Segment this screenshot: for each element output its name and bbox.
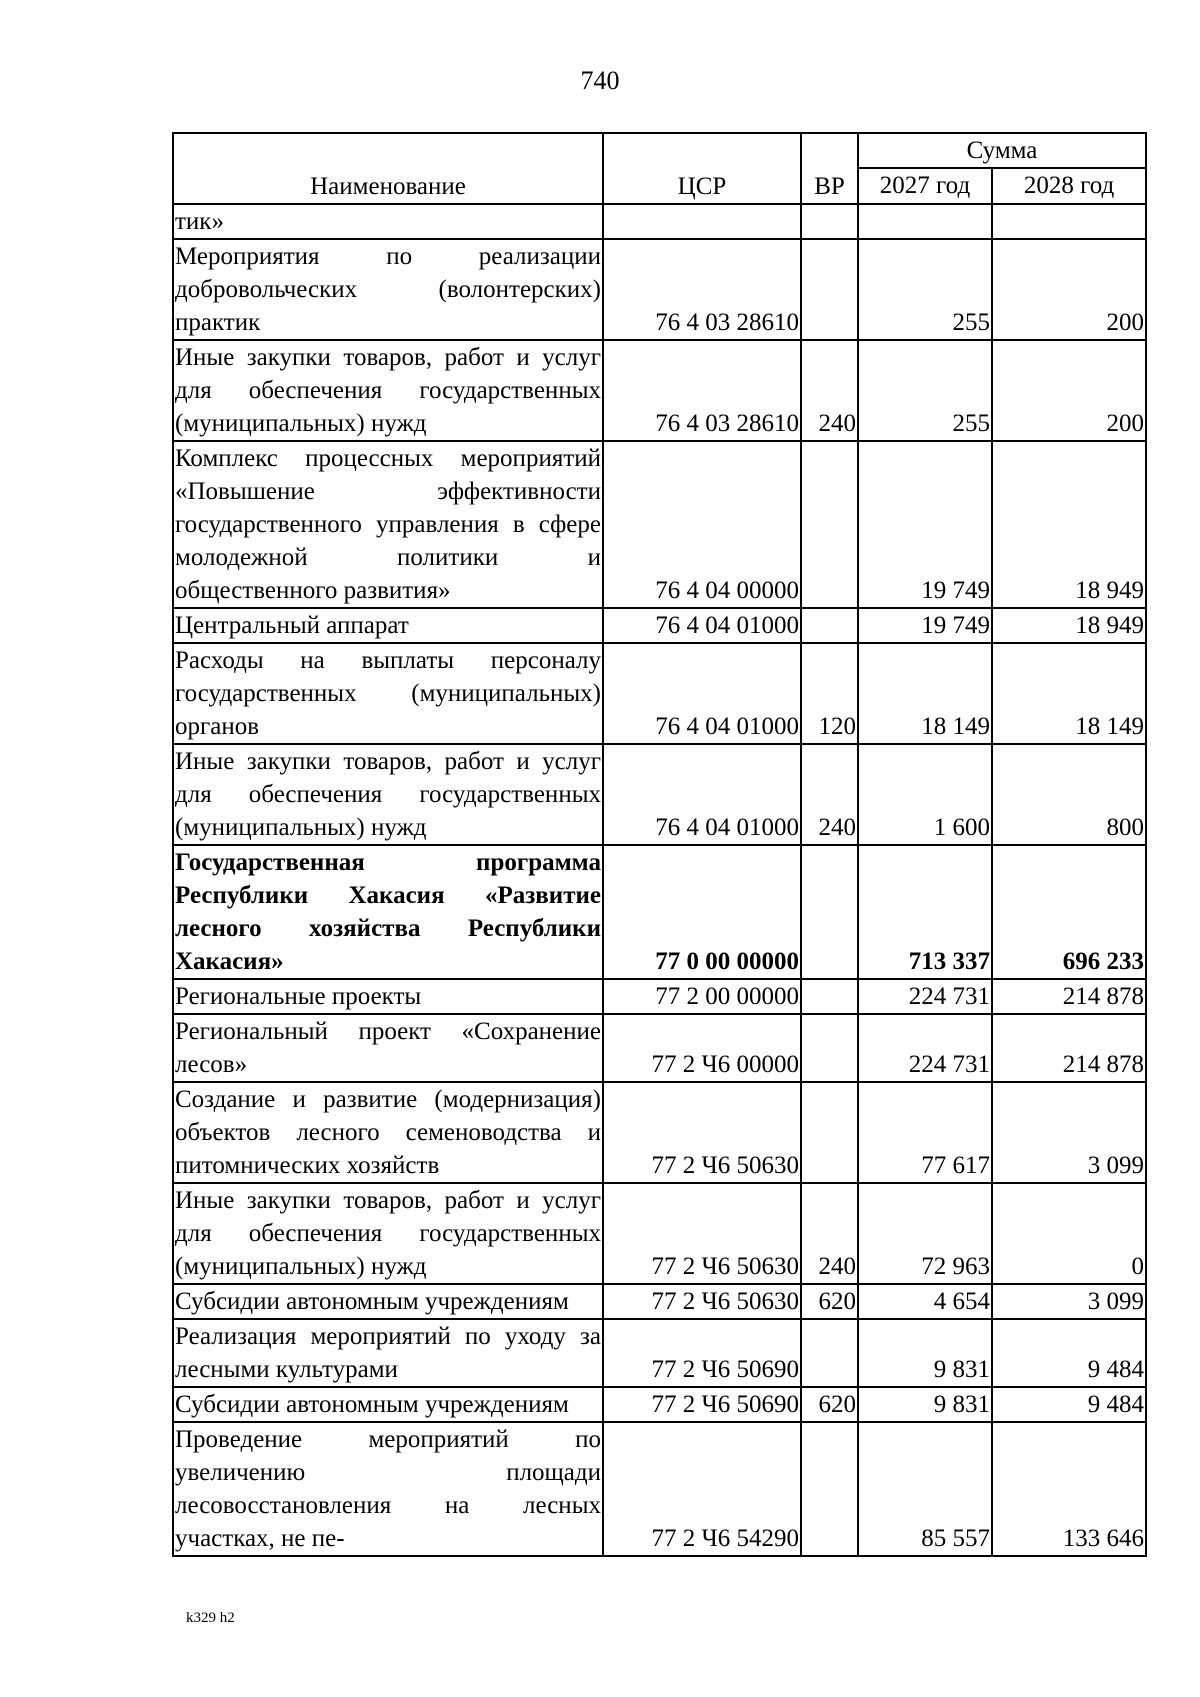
cell-sum-2028: 3 099 <box>992 1284 1146 1319</box>
cell-csr: 76 4 03 28610 <box>603 239 801 340</box>
cell-csr: 77 2 Ч6 50630 <box>603 1082 801 1183</box>
table-row <box>173 608 1146 643</box>
cell-sum-2028: 0 <box>992 1183 1146 1284</box>
table-row <box>173 340 1146 441</box>
cell-sum-2027: 9 831 <box>858 1387 992 1422</box>
cell-vr: 620 <box>801 1284 858 1319</box>
cell-sum-2028: 200 <box>992 239 1146 340</box>
cell-csr: 77 2 Ч6 54290 <box>603 1422 801 1556</box>
table-row <box>173 239 1146 340</box>
cell-sum-2028: 18 149 <box>992 643 1146 744</box>
cell-name: тик» <box>173 204 603 239</box>
cell-sum-2028: 9 484 <box>992 1319 1146 1387</box>
cell-sum-2027: 255 <box>858 340 992 441</box>
cell-name: Реализация мероприятий по уходу за лесными культурами <box>173 1319 603 1387</box>
cell-sum-2027: 85 557 <box>858 1422 992 1556</box>
cell-vr: 240 <box>801 744 858 845</box>
cell-sum-2027: 713 337 <box>858 845 992 979</box>
cell-csr: 76 4 04 01000 <box>603 643 801 744</box>
cell-csr: 76 4 04 01000 <box>603 744 801 845</box>
cell-sum-2027: 255 <box>858 239 992 340</box>
cell-vr <box>801 608 858 643</box>
cell-sum-2028: 3 099 <box>992 1082 1146 1183</box>
cell-sum-2027 <box>858 204 992 239</box>
cell-csr <box>603 204 801 239</box>
table-row <box>173 643 1146 744</box>
cell-csr: 76 4 03 28610 <box>603 340 801 441</box>
cell-name: Иные закупки товаров, работ и услуг для обеспечения государственных (муниципальных) нужд <box>173 744 603 845</box>
table-row <box>173 1183 1146 1284</box>
cell-sum-2028: 133 646 <box>992 1422 1146 1556</box>
cell-name: Центральный аппарат <box>173 608 603 643</box>
table-row <box>173 204 1146 239</box>
cell-vr <box>801 1319 858 1387</box>
cell-sum-2027: 224 731 <box>858 979 992 1014</box>
cell-name: Иные закупки товаров, работ и услуг для обеспечения государственных (муниципальных) нужд <box>173 340 603 441</box>
cell-sum-2027: 4 654 <box>858 1284 992 1319</box>
cell-sum-2028: 696 233 <box>992 845 1146 979</box>
cell-sum-2027: 224 731 <box>858 1014 992 1082</box>
cell-name: Мероприятия по реализации добровольческих (волонтерских) практик <box>173 239 603 340</box>
cell-name: Региональный проект «Сохранение лесов» <box>173 1014 603 1082</box>
cell-name: Комплекс процессных мероприятий «Повышение эффективности государственного управления в сфере молодежной политики и общественного развития» <box>173 441 603 608</box>
cell-name: Государственная программа Республики Хакасия «Развитие лесного хозяйства Республики Хакасия» <box>173 845 603 979</box>
cell-name: Расходы на выплаты персоналу государственных (муниципальных) органов <box>173 643 603 744</box>
budget-table <box>172 132 1147 1557</box>
cell-name: Проведение мероприятий по увеличению площади лесовосстановления на лесных участках, не пе- <box>173 1422 603 1556</box>
cell-sum-2027: 18 149 <box>858 643 992 744</box>
table-row <box>173 744 1146 845</box>
cell-sum-2027: 1 600 <box>858 744 992 845</box>
cell-vr: 240 <box>801 1183 858 1284</box>
cell-sum-2027: 77 617 <box>858 1082 992 1183</box>
footer-code: k329 h2 <box>186 1610 235 1626</box>
cell-vr <box>801 239 858 340</box>
cell-sum-2028: 200 <box>992 340 1146 441</box>
cell-csr: 77 2 Ч6 50630 <box>603 1284 801 1319</box>
cell-csr: 77 2 00 00000 <box>603 979 801 1014</box>
cell-vr <box>801 1422 858 1556</box>
table-row <box>173 1082 1146 1183</box>
cell-name: Создание и развитие (модернизация) объектов лесного семеноводства и питомнических хозяйств <box>173 1082 603 1183</box>
cell-sum-2028: 214 878 <box>992 1014 1146 1082</box>
page-number: 740 <box>580 66 620 95</box>
cell-vr: 240 <box>801 340 858 441</box>
cell-vr <box>801 204 858 239</box>
table-row <box>173 1319 1146 1387</box>
cell-vr: 120 <box>801 643 858 744</box>
cell-vr <box>801 1014 858 1082</box>
cell-name: Субсидии автономным учреждениям <box>173 1284 603 1319</box>
cell-csr: 77 0 00 00000 <box>603 845 801 979</box>
cell-vr: 620 <box>801 1387 858 1422</box>
table-header <box>173 133 1146 204</box>
header-vr: ВР <box>801 133 858 204</box>
header-year-2028: 2028 год <box>992 168 1146 204</box>
cell-csr: 77 2 Ч6 50690 <box>603 1387 801 1422</box>
table-row <box>173 1014 1146 1082</box>
table-body <box>173 204 1146 1556</box>
cell-sum-2028: 800 <box>992 744 1146 845</box>
cell-sum-2027: 9 831 <box>858 1319 992 1387</box>
cell-sum-2028 <box>992 204 1146 239</box>
cell-vr <box>801 979 858 1014</box>
cell-name: Иные закупки товаров, работ и услуг для обеспечения государственных (муниципальных) нужд <box>173 1183 603 1284</box>
table-row <box>173 845 1146 979</box>
cell-vr <box>801 1082 858 1183</box>
cell-vr <box>801 441 858 608</box>
cell-csr: 77 2 Ч6 50630 <box>603 1183 801 1284</box>
cell-name: Региональные проекты <box>173 979 603 1014</box>
cell-sum-2027: 19 749 <box>858 441 992 608</box>
cell-vr <box>801 845 858 979</box>
cell-csr: 76 4 04 00000 <box>603 441 801 608</box>
header-sum: Сумма <box>858 133 1146 168</box>
table-row <box>173 1284 1146 1319</box>
header-year-2027: 2027 год <box>858 168 992 204</box>
cell-name: Субсидии автономным учреждениям <box>173 1387 603 1422</box>
table-row <box>173 1387 1146 1422</box>
cell-sum-2028: 9 484 <box>992 1387 1146 1422</box>
cell-csr: 76 4 04 01000 <box>603 608 801 643</box>
header-csr: ЦСР <box>603 133 801 204</box>
cell-sum-2028: 18 949 <box>992 608 1146 643</box>
table-row <box>173 1422 1146 1556</box>
cell-sum-2028: 214 878 <box>992 979 1146 1014</box>
table-row <box>173 441 1146 608</box>
cell-sum-2027: 72 963 <box>858 1183 992 1284</box>
cell-sum-2027: 19 749 <box>858 608 992 643</box>
cell-csr: 77 2 Ч6 50690 <box>603 1319 801 1387</box>
table-row <box>173 979 1146 1014</box>
header-name: Наименование <box>173 133 603 204</box>
cell-sum-2028: 18 949 <box>992 441 1146 608</box>
cell-csr: 77 2 Ч6 00000 <box>603 1014 801 1082</box>
